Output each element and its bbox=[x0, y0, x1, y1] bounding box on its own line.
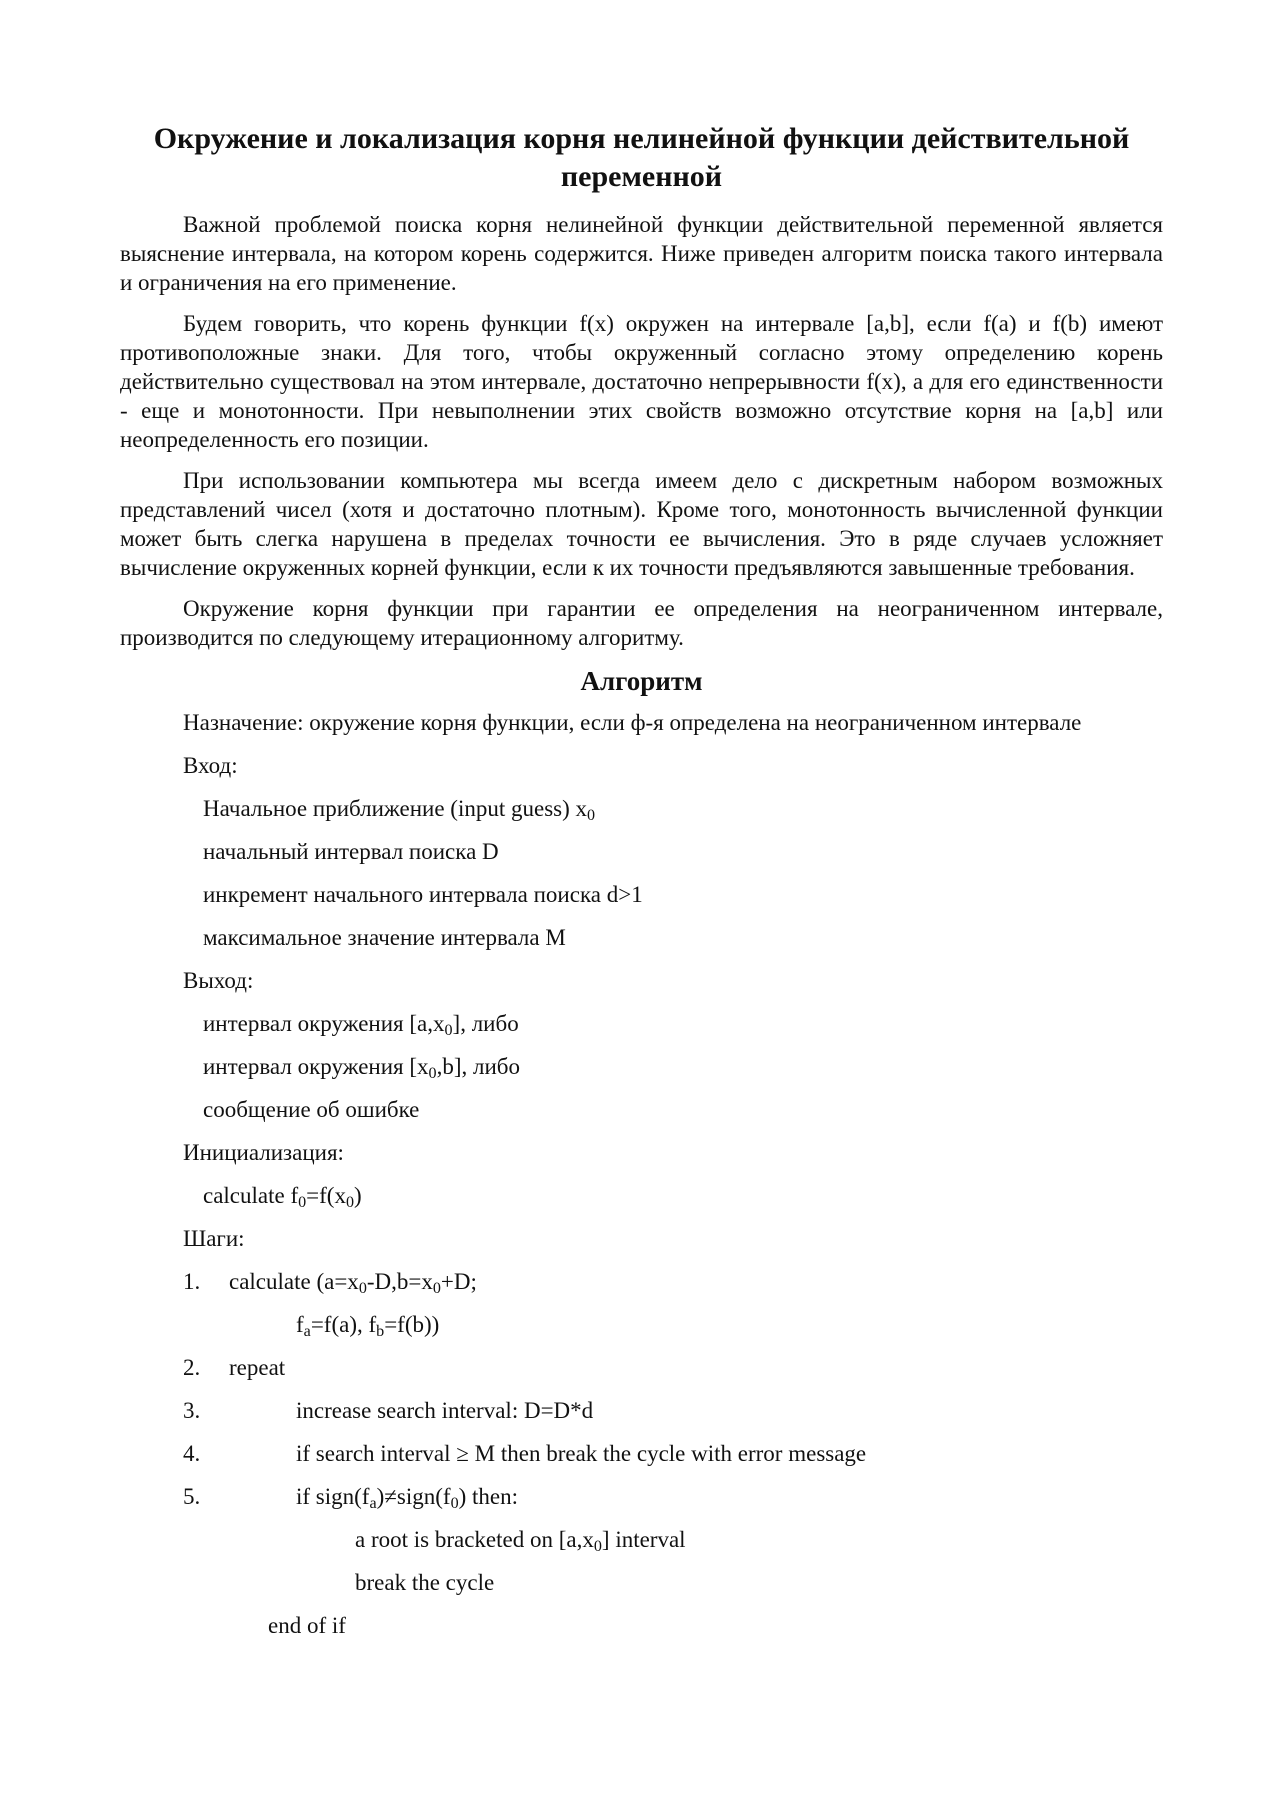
algorithm-purpose: Назначение: окружение корня функции, если ф-я определена на неограниченном интервале bbox=[183, 710, 1082, 735]
step-5-root: a root is bracketed on $[a,x_0]$ interval bbox=[355, 1527, 686, 1556]
paragraph-3: При использовании компьютера мы всегда имеем дело с дискретным набором возможных представлений чисел (хотя и достаточно плотным). Кроме того, монотонность вычисленной функции может быть слегка нарушена в пределах точности ее вычисления. Это в ряде случаев усложняет вычисление окруженных корней функции, если к их точности предъявляются завышенные требования. bbox=[120, 468, 1163, 580]
output-label: Выход: bbox=[183, 968, 254, 993]
input-label: Вход: bbox=[183, 753, 238, 778]
input-increment: инкремент начального интервала поиска d>1 bbox=[203, 882, 643, 907]
init-step: calculate $f_0=f(x_0)$ bbox=[203, 1183, 362, 1212]
paragraph-4: Окружение корня функции при гарантии ее определения на неограниченном интервале, производится по следующему итерационному алгоритму. bbox=[120, 596, 1163, 650]
input-d-interval: начальный интервал поиска D bbox=[203, 839, 499, 864]
output-2: интервал окружения $[x_0,b]$, либо bbox=[203, 1054, 520, 1083]
step-5: 5. if $sign(f_a)\ne sign(f_0)$ then: bbox=[183, 1484, 519, 1513]
input-max: максимальное значение интервала M bbox=[203, 925, 566, 950]
init-label: Инициализация: bbox=[183, 1140, 344, 1165]
algorithm-heading: Алгоритм bbox=[580, 666, 703, 696]
steps-label: Шаги: bbox=[183, 1226, 245, 1251]
step-2: 2. repeat bbox=[183, 1355, 286, 1380]
step-5-break: break the cycle bbox=[355, 1570, 495, 1595]
paragraph-2: Будем говорить, что корень функции f(x) окружен на интервале [a,b], если f(a) и f(b) имеют противоположные знаки. Для того, чтобы окруженный согласно этому определению корень действительно существовал на этом интервале, достаточно непрерывности f(x), а для его единственности - еще и монотонности. При невыполнении этих свойств возможно отсутствие корня на [a,b] или неопределенность его позиции. bbox=[120, 311, 1163, 452]
step-1: 1. calculate ($a=x_0-D,b=x_0+D$; bbox=[183, 1269, 477, 1298]
document-page bbox=[120, 120, 1163, 1654]
step-4: 4. if search interval ≥ M then break the cycle with error message bbox=[183, 1441, 867, 1466]
paragraph-1: Важной проблемой поиска корня нелинейной функции действительной переменной является выяснение интервала, на котором корень содержится. Ниже приведен алгоритм поиска такого интервала и ограничения на его применение. bbox=[120, 212, 1163, 295]
document-title: Окружение и локализация корня нелинейной функции действительной переменной bbox=[153, 122, 1130, 193]
output-3: сообщение об ошибке bbox=[203, 1097, 420, 1122]
step-end-if: end of if bbox=[268, 1613, 346, 1638]
step-1-cont: $f_a=f(a)$, $f_b=f(b)$) bbox=[296, 1312, 440, 1341]
step-3: 3. increase search interval: D=D*d bbox=[183, 1398, 594, 1423]
output-1: интервал окружения $[a,x_0]$, либо bbox=[203, 1011, 519, 1040]
input-x0: Начальное приближение (input guess) $x_0$ bbox=[203, 796, 596, 825]
